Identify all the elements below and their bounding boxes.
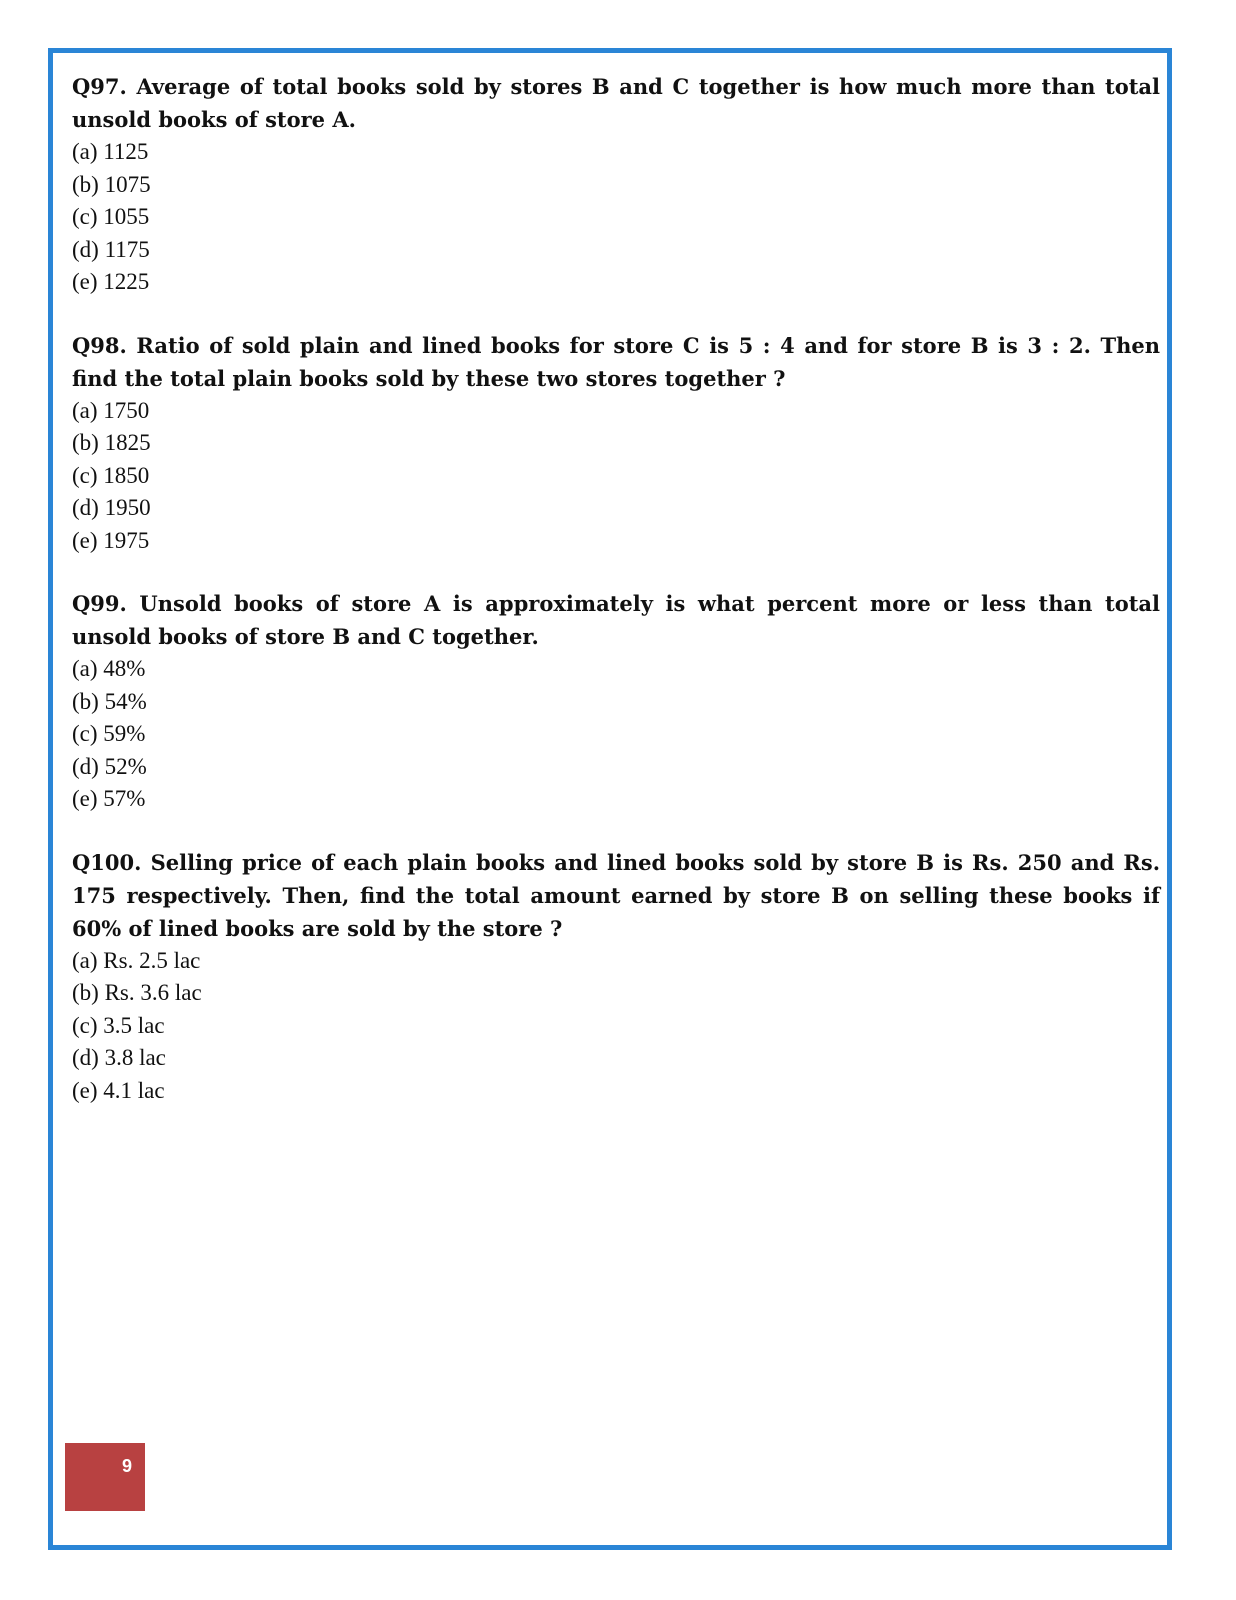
option-c: (c) 3.5 lac [72,1012,165,1038]
question-q100 [72,846,1160,1108]
option-b: (b) Rs. 3.6 lac [72,980,202,1005]
option-d: (d) 1950 [72,495,151,520]
question-q97 [72,70,1160,299]
question-text: Q100. Selling price of each plain books and lined books sold by store B is Rs. 250 and Rs. 175 respectively. Then, find the total amount earned by store B on selling these books if 60% of lined books are sold by the store ? [72,849,1160,941]
option-b: (b) 1825 [72,430,151,455]
option-a: (a) Rs. 2.5 lac [72,947,201,973]
option-c: (c) 1055 [72,204,150,229]
question-q99 [72,587,1160,816]
option-e: (e) 1975 [72,527,150,553]
option-a: (a) 1125 [72,139,149,164]
option-e: (e) 57% [72,786,146,811]
question-text: Q99. Unsold books of store A is approximately is what percent more or less than total unsold books of store B and C together. [72,591,1160,649]
option-b: (b) 54% [72,688,147,714]
option-d: (d) 1175 [72,236,150,262]
option-c: (c) 1850 [72,462,150,488]
option-d: (d) 52% [72,753,147,779]
option-a: (a) 48% [72,656,146,681]
option-a: (a) 1750 [72,397,150,423]
option-c: (c) 59% [72,721,146,746]
question-list [72,70,1160,1137]
option-e: (e) 1225 [72,269,150,294]
option-b: (b) 1075 [72,171,151,197]
option-d: (d) 3.8 lac [72,1045,166,1070]
question-text: Q97. Average of total books sold by stores B and C together is how much more than total unsold books of store A. [72,74,1160,132]
question-text: Q98. Ratio of sold plain and lined books for store C is 5 : 4 and for store B is 3 : 2. Then find the total plain books sold by these two stores together ? [72,332,1160,391]
page-number-badge [65,1443,145,1511]
question-q98 [72,329,1160,558]
option-e: (e) 4.1 lac [72,1077,165,1103]
page-number: 9 [122,1456,133,1476]
